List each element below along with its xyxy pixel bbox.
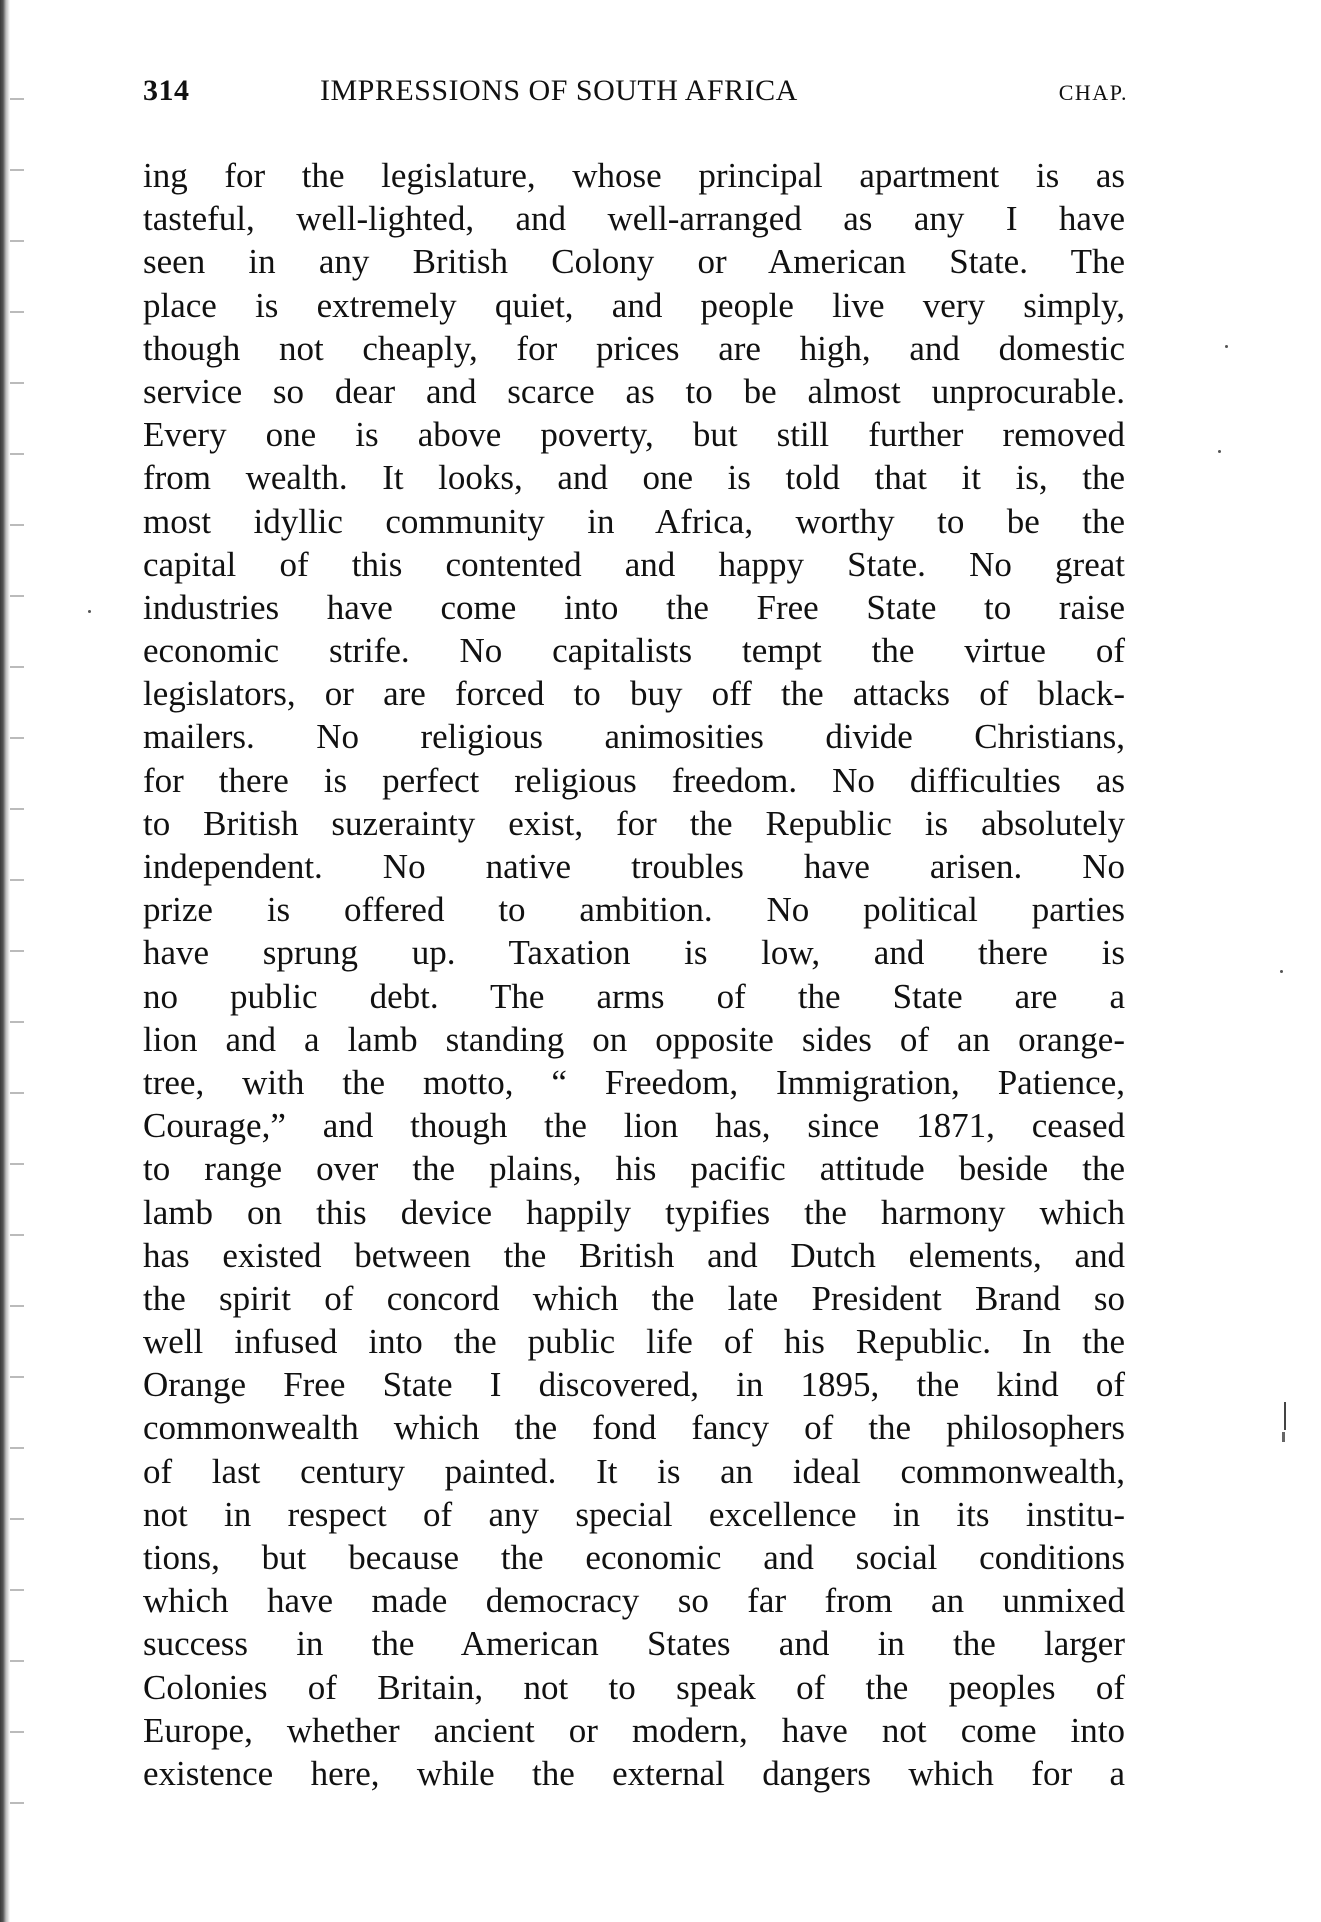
text-line: tree, with the motto, “ Freedom, Immigration, Patience, <box>143 1062 1125 1102</box>
text-line: which have made democracy so far from an unmixed <box>143 1581 1125 1621</box>
text-line: of last century painted. It is an ideal commonwealth, <box>143 1451 1125 1491</box>
text-line: legislators, or are forced to buy off the attacks of black- <box>143 674 1125 714</box>
page-number: 314 <box>143 74 190 107</box>
text-line: lamb on this device happily typifies the harmony which <box>143 1192 1125 1232</box>
ink-speck <box>88 610 91 613</box>
text-line: mailers. No religious animosities divide Christians, <box>143 717 1125 757</box>
text-line: tions, but because the economic and social conditions <box>143 1538 1125 1577</box>
ink-speck <box>1218 450 1221 453</box>
ink-speck <box>1280 970 1283 973</box>
text-line: service so dear and scarce as to be almost unprocurable. <box>143 371 1125 411</box>
text-line: from wealth. It looks, and one is told that it is, the <box>143 458 1125 498</box>
margin-mark <box>1282 1402 1288 1442</box>
text-line: tasteful, well-lighted, and well-arranged as any I have <box>143 199 1125 239</box>
text-line: economic strife. No capitalists tempt the virtue of <box>143 631 1125 671</box>
text-line: to range over the plains, his pacific attitude beside the <box>143 1149 1125 1189</box>
text-line: independent. No native troubles have arisen. No <box>143 847 1125 886</box>
text-line: no public debt. The arms of the State are a <box>143 976 1125 1016</box>
text-line: well infused into the public life of his Republic. In the <box>143 1322 1125 1362</box>
text-line: ing for the legislature, whose principal apartment is as <box>143 156 1125 195</box>
text-line: place is extremely quiet, and people live very simply, <box>143 285 1125 325</box>
text-line: Orange Free State I discovered, in 1895, the kind of <box>143 1365 1125 1405</box>
text-line: Every one is above poverty, but still further removed <box>143 415 1125 455</box>
text-line: seen in any British Colony or American State. The <box>143 242 1125 282</box>
text-line: Courage,” and though the lion has, since 1871, ceased <box>143 1106 1125 1146</box>
text-line: success in the American States and in the larger <box>143 1624 1125 1664</box>
text-line: Colonies of Britain, not to speak of the peoples of <box>143 1667 1125 1707</box>
text-line: has existed between the British and Dutch elements, and <box>143 1235 1125 1275</box>
running-head <box>143 74 1128 114</box>
text-line: though not cheaply, for prices are high, and domestic <box>143 328 1125 368</box>
text-line: have sprung up. Taxation is low, and there is <box>143 933 1125 973</box>
text-line: capital of this contented and happy State. No great <box>143 544 1125 584</box>
chapter-marker: CHAP. <box>1058 80 1128 105</box>
text-line: to British suzerainty exist, for the Republic is absolutely <box>143 803 1125 843</box>
ink-speck <box>1225 345 1228 348</box>
running-title: IMPRESSIONS OF SOUTH AFRICA <box>320 74 798 107</box>
text-line: Europe, whether ancient or modern, have not come into <box>143 1710 1125 1750</box>
page-binding-edge <box>0 0 10 1922</box>
text-line: the spirit of concord which the late President Brand so <box>143 1278 1125 1318</box>
text-line: lion and a lamb standing on opposite sides of an orange- <box>143 1019 1125 1059</box>
body-text <box>143 154 1125 1795</box>
text-line: for there is perfect religious freedom. No difficulties as <box>143 760 1125 800</box>
text-line: prize is offered to ambition. No political parties <box>143 890 1125 930</box>
text-line: commonwealth which the fond fancy of the philosophers <box>143 1408 1125 1448</box>
text-line: most idyllic community in Africa, worthy to be the <box>143 501 1125 541</box>
binding-shadow <box>10 60 24 1860</box>
text-line: not in respect of any special excellence in its institu- <box>143 1494 1125 1534</box>
text-line: industries have come into the Free State to raise <box>143 587 1125 627</box>
text-line: existence here, while the external dangers which for a <box>143 1753 1125 1793</box>
